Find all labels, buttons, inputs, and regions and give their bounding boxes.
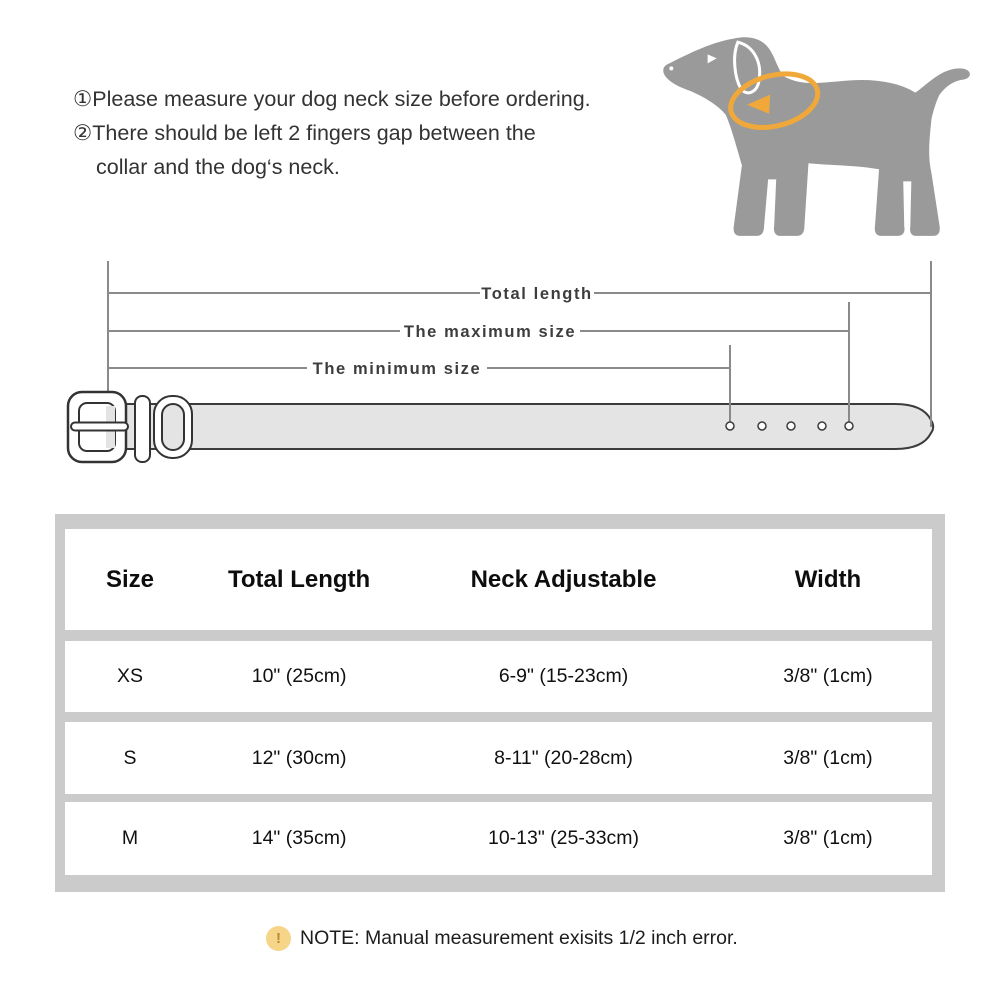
header-size: Size: [106, 565, 155, 593]
collar-hole-3: [787, 422, 795, 430]
dog-figure: [650, 16, 975, 258]
note-text: NOTE: Manual measurement exisits 1/2 inch error.: [300, 927, 738, 949]
collar-d-ring-inner: [162, 404, 184, 450]
exclamation-icon: !: [266, 926, 291, 951]
min-size-label: The minimum size: [312, 359, 482, 378]
measuring-instructions: [73, 82, 591, 184]
table-row-xs: [65, 641, 932, 712]
instruction-line-3: collar and the dog‘s neck.: [96, 155, 340, 179]
cell-size: XS: [117, 665, 144, 687]
collar-measure-diagram: [0, 250, 1000, 472]
cell-total-length: 12" (30cm): [251, 746, 347, 769]
measurement-note: [266, 926, 738, 951]
cell-size: M: [121, 827, 139, 849]
dog-body-shape: [663, 37, 970, 236]
cell-total-length: 14" (35cm): [251, 827, 347, 849]
size-table-header-row: [65, 529, 932, 630]
cell-neck-adjustable: 10-13" (25-33cm): [487, 827, 640, 849]
cell-width: 3/8" (1cm): [783, 827, 873, 849]
size-table: [55, 514, 945, 892]
header-neck-adjustable: Neck Adjustable: [470, 565, 657, 593]
collar-hole-1: [726, 422, 734, 430]
cell-width: 3/8" (1cm): [783, 746, 873, 769]
total-length-label: Total length: [481, 284, 593, 303]
dog-silhouette-icon: [650, 16, 975, 258]
collar-hole-4: [818, 422, 826, 430]
collar-hole-2: [758, 422, 766, 430]
cell-width: 3/8" (1cm): [783, 665, 873, 687]
collar-strap: [104, 404, 933, 449]
cell-neck-adjustable: 6-9" (15-23cm): [498, 665, 629, 687]
max-size-label: The maximum size: [403, 322, 577, 341]
table-row-s: [65, 722, 932, 794]
collar-diagram-svg: [0, 250, 1000, 472]
cell-neck-adjustable: 8-11" (20-28cm): [494, 746, 633, 769]
collar-keeper-loop: [135, 396, 150, 462]
instruction-line-1: ①Please measure your dog neck size before ordering.: [73, 87, 591, 111]
dog-nose-dot: [669, 66, 673, 70]
table-row-m: [65, 802, 932, 875]
cell-size: S: [123, 746, 137, 769]
header-total-length: Total Length: [227, 565, 371, 593]
instruction-line-2: ②There should be left 2 fingers gap between the: [73, 121, 536, 145]
cell-total-length: 10" (25cm): [251, 665, 347, 687]
collar-hole-5: [845, 422, 853, 430]
buckle-prong: [71, 423, 128, 431]
header-width: Width: [794, 565, 862, 593]
